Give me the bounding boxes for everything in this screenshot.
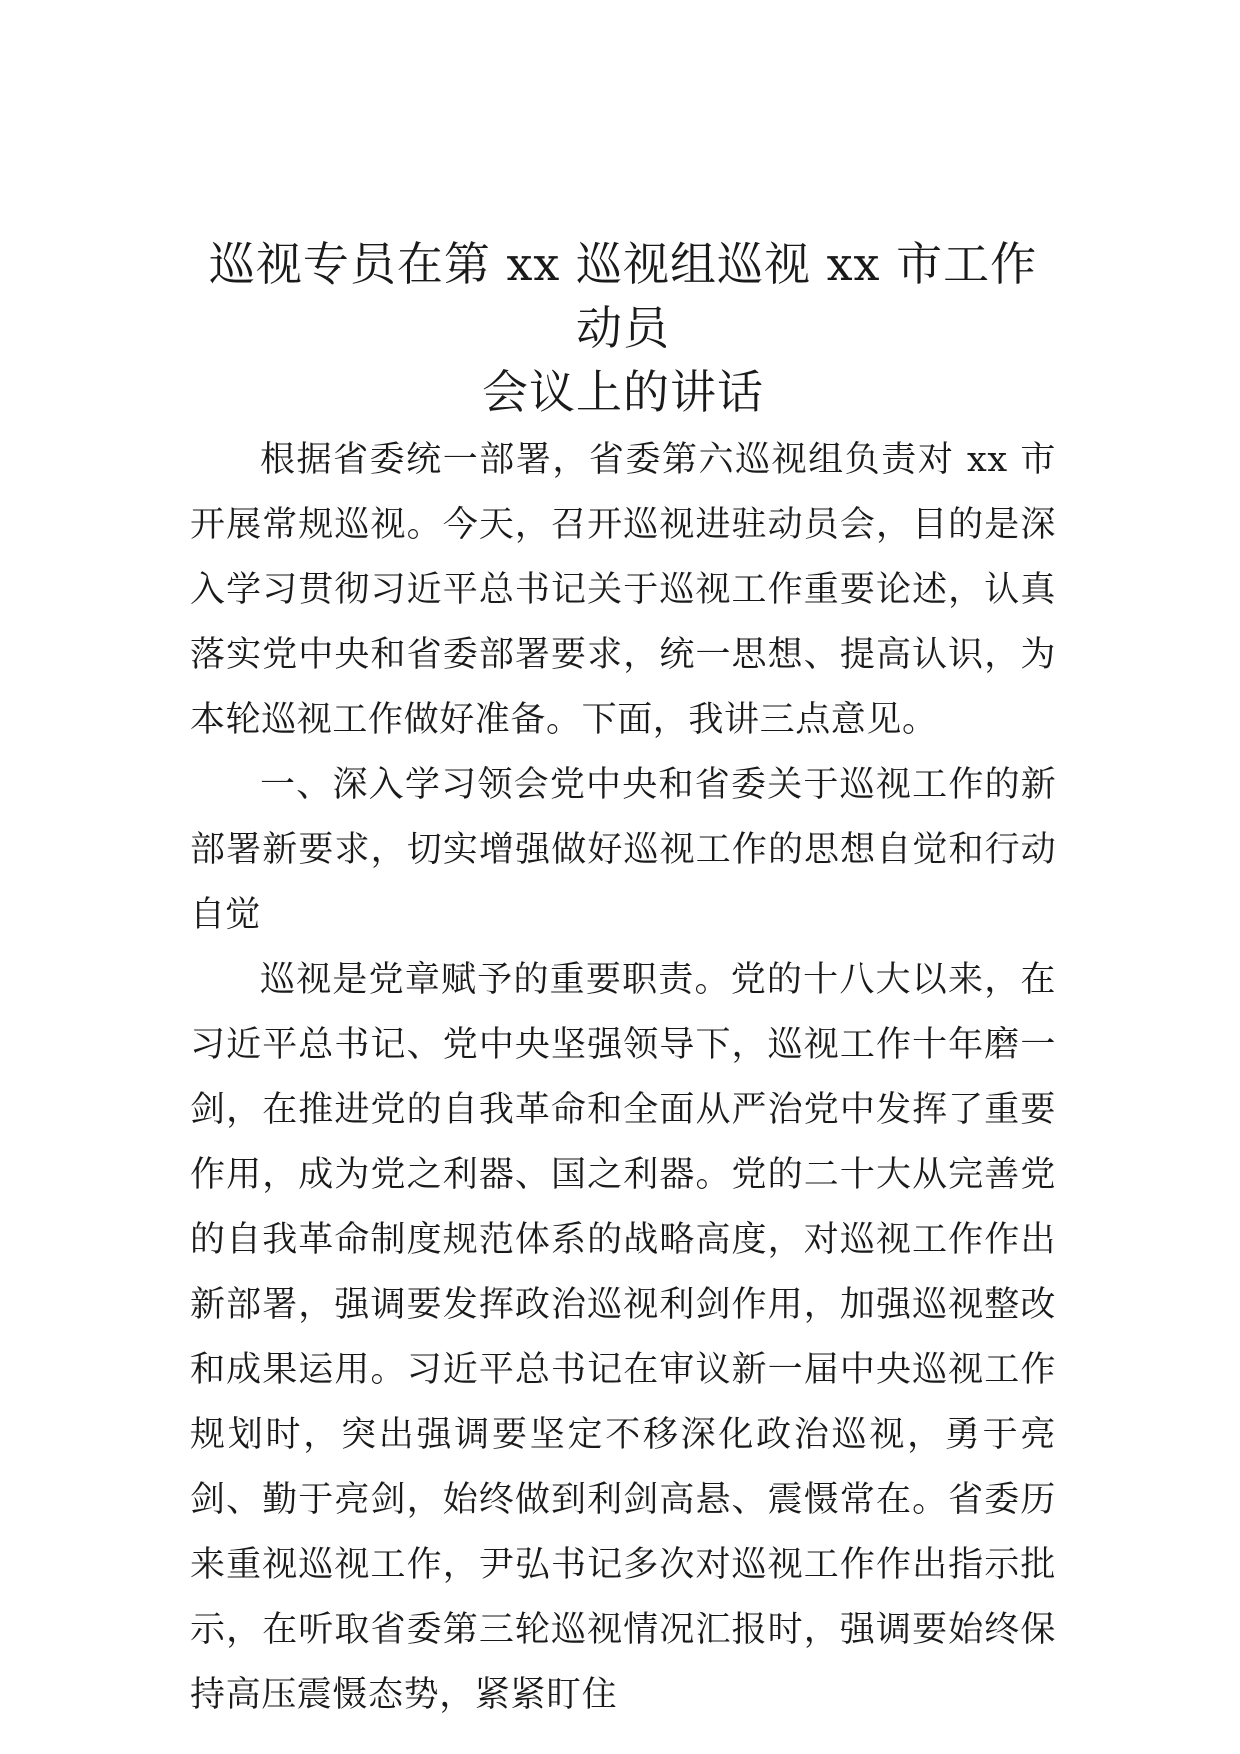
document-page	[190, 0, 1056, 1754]
title-line-2: 会议上的讲话	[482, 365, 764, 419]
document-title	[190, 232, 1056, 424]
title-line-1: 巡视专员在第 xx 巡视组巡视 xx 市工作动员	[208, 237, 1038, 355]
intro-paragraph: 根据省委统一部署，省委第六巡视组负责对 xx 市开展常规巡视。今天，召开巡视进驻动员会，目的是深入学习贯彻习近平总书记关于巡视工作重要论述，认真落实党中央和省委部署要求，统一思想、提高认识，为本轮巡视工作做好准备。下面，我讲三点意见。	[190, 440, 1056, 740]
section-heading-1: 一、深入学习领会党中央和省委关于巡视工作的新部署新要求，切实增强做好巡视工作的思想自觉和行动自觉	[190, 765, 1056, 935]
document-body	[190, 428, 1056, 1728]
body-paragraph: 巡视是党章赋予的重要职责。党的十八大以来，在习近平总书记、党中央坚强领导下，巡视工作十年磨一剑，在推进党的自我革命和全面从严治党中发挥了重要作用，成为党之利器、国之利器。党的二十大从完善党的自我革命制度规范体系的战略高度，对巡视工作作出新部署，强调要发挥政治巡视利剑作用，加强巡视整改和成果运用。习近平总书记在审议新一届中央巡视工作规划时，突出强调要坚定不移深化政治巡视，勇于亮剑、勤于亮剑，始终做到利剑高悬、震慑常在。省委历来重视巡视工作，尹弘书记多次对巡视工作作出指示批示，在听取省委第三轮巡视情况汇报时，强调要始终保持高压震慑态势，紧紧盯住	[190, 960, 1056, 1715]
